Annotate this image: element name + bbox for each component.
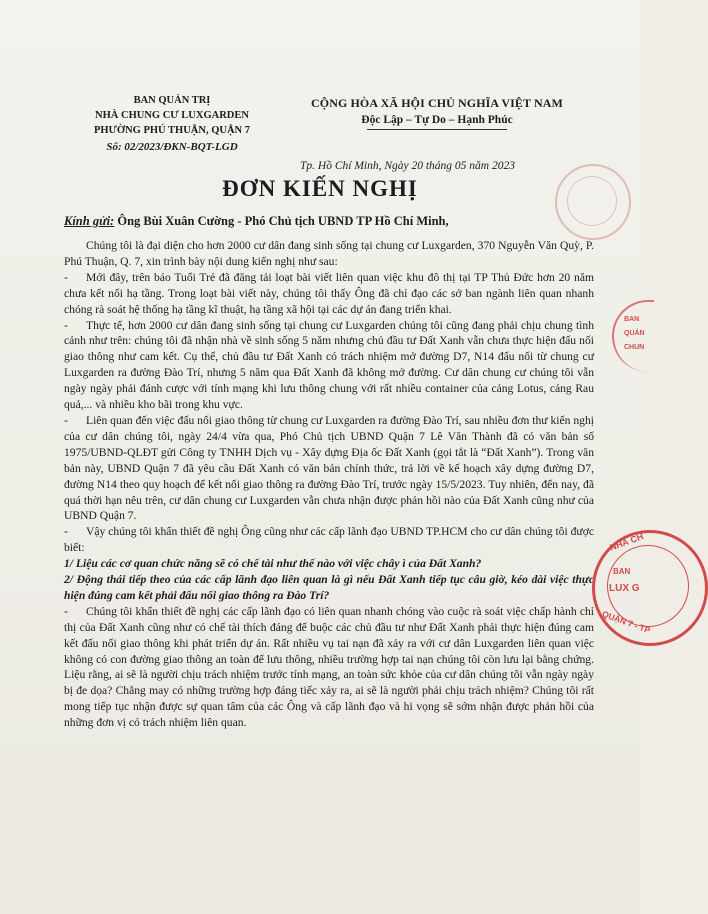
paragraph-3-text: Liên quan đến việc đấu nối giao thông từ chung cư Luxgarden ra đường Đào Trí, sau nhiều đơn thư kiến nghị của cư dân chúng tôi, ngày 24/4 vừa qua, Phó Chủ tịch UBND Quận 7 Lê Văn Thành đã có văn bản số 1975/UBND-QLĐT gửi Công ty TNHH Dịch vụ - Xây dựng Địa ốc Đất Xanh (gọi tắt là “Đất Xanh”). Trong văn bản này, UBND Quận 7 đã yêu cầu Đất Xanh có văn bản chính thức, trả lời về kế hoạch xây dựng đường D7, đường N14 theo quy hoạch để kết nối giao thông ra đường Đào Trí, trước ngày 15/5/2023. Tuy nhiên, đến nay, đã quá thời hạn nêu trên, cư dân chung cư Luxgarden vẫn chưa nhận được phản hồi nào của Đất Xanh cũng như của UBND Quận 7. <box>64 413 594 523</box>
republic-motto: Độc Lập – Tự Do – Hạnh Phúc <box>361 114 513 126</box>
paragraph-2-text: Thực tế, hơn 2000 cư dân đang sinh sống tại chung cư Luxgarden chúng tôi cũng đang phải chịu chung tình cảnh như trên: chúng tôi đã nhận nhà về sinh sống 5 năm nhưng chủ đầu tư Đất Xanh vẫn chưa thực hiện đấu nối giao thông như cam kết. Cụ thể, chủ đầu tư Đất Xanh có trách nhiệm mở đường D7, N14 đấu nối từ chung cư Luxgarden ra đường Đào Trí, nhưng 5 năm qua Đất Xanh đã không mở đường. Cư dân chung cư chúng tôi vẫn ngày ngày phải đánh cược với tính mạng khi lưu thông chung với rất nhiều container của cảng Lotus, cảng Rau quả,... và nhiều kho bãi trong khu vực. <box>64 318 594 412</box>
stamp-mid-2: LUX G <box>609 583 640 594</box>
stamp-arc-top: NHÀ CH <box>608 531 645 553</box>
recipient-label: Kính gửi: <box>64 214 115 228</box>
sender-line-1: BAN QUẢN TRỊ <box>133 95 211 106</box>
paragraph-1-text: Mới đây, trên báo Tuổi Trẻ đã đăng tải loạt bài viết liên quan việc khu đô thị tại TP Thủ Đức hơn 20 năm chưa kết nối hạ tầng. Trong loạt bài viết này, chúng tôi thấy Ông đã chỉ đạo các sở ban ngành liên quan nhanh chóng rà soát hệ thống hạ tầng kĩ thuật, hạ tầng xã hội tại các dự án đang triển khai. <box>64 270 594 316</box>
republic-header <box>282 96 592 130</box>
document-number: Số: 02/2023/ĐKN-BQT-LGD <box>106 141 238 153</box>
stamp-arc-bottom: QUẬN 7 - TP <box>600 608 652 636</box>
red-seal-stamp <box>592 530 708 646</box>
question-1: 1/ Liệu các cơ quan chức năng sẽ có chế tài như thế nào với việc chây ì của Đất Xanh? <box>64 557 482 571</box>
recipient-line <box>64 214 449 229</box>
document-body <box>64 238 594 731</box>
sender-line-3: PHƯỜNG PHÚ THUẬN, QUẬN 7 <box>93 125 251 136</box>
sender-line-2: NHÀ CHUNG CƯ LUXGARDEN <box>95 110 249 121</box>
stamp-mid-1: BAN <box>613 567 631 576</box>
republic-name: CỘNG HÒA XÃ HỘI CHỦ NGHĨA VIỆT NAM <box>311 96 563 110</box>
paragraph-5: - Chúng tôi khẩn thiết đề nghị các cấp lãnh đạo có liên quan nhanh chóng vào cuộc rà soát việc chấp hành chỉ thị của Đất Xanh cũng như có chế tài thích đáng để buộc các chủ đầu tư như Đất Xanh phải thực hiện đúng cam kết đấu nối giao thông khi phát triển dự án. Rất nhiều vụ tai nạn đã xảy ra với cư dân Luxgarden liên quan việc không có con đường giao thông an toàn để lưu thông, nhiều trường hợp tai nạn chúng tôi còn lưu lại bằng chứng. Liệu rằng, ai sẽ là người chịu trách nhiệm trước tính mạng, an toàn sức khỏe của cư dân chúng tôi vẫn ngày ngày bị đe dọa? Chẳng may có những trường hợp đáng tiếc xảy ra, ai sẽ là người phải chịu trách nhiệm? Chúng tôi rất mong tiếp tục nhận được sự quan tâm của các Ông và cấp lãnh đạo và hi vọng sẽ sớm nhận được phản hồi của những đơn vị có trách nhiệm liên quan. <box>64 604 594 730</box>
place-date: Tp. Hồ Chí Minh, Ngày 20 tháng 05 năm 2023 <box>300 160 515 172</box>
paragraph-5-text: Chúng tôi khẩn thiết đề nghị các cấp lãnh đạo có liên quan nhanh chóng vào cuộc rà soát việc chấp hành chỉ thị của Đất Xanh cũng như có chế tài thích đáng để buộc các chủ đầu tư như Đất Xanh phải thực hiện đúng cam kết đấu nối giao thông khi phát triển dự án. Rất nhiều vụ tai nạn đã xảy ra với cư dân Luxgarden liên quan việc không có con đường giao thông an toàn để lưu thông, nhiều trường hợp tai nạn chúng tôi còn lưu lại bằng chứng. Liệu rằng, ai sẽ là người chịu trách nhiệm trước tính mạng, an toàn sức khỏe của cư dân chúng tôi vẫn ngày ngày bị đe dọa? Chẳng may có những trường hợp đáng tiếc xảy ra, ai sẽ là người phải chịu trách nhiệm? Chúng tôi rất mong tiếp tục nhận được sự quan tâm của các Ông và cấp lãnh đạo và hi vọng sẽ sớm nhận được phản hồi của những đơn vị có trách nhiệm liên quan. <box>64 604 594 730</box>
paragraph-4-text: Vậy chúng tôi khẩn thiết đề nghị Ông cũng như các cấp lãnh đạo UBND TP.HCM cho cư dân chúng tôi được biết: <box>64 525 594 555</box>
partial-red-stamp-top: BAN QUẢN CHUN <box>612 300 654 372</box>
paragraph-4: - Vậy chúng tôi khẩn thiết đề nghị Ông cũng như các cấp lãnh đạo UBND TP.HCM cho cư dân chúng tôi được biết: <box>64 525 594 555</box>
recipient-name: Ông Bùi Xuân Cường - Phó Chủ tịch UBND TP Hồ Chí Minh, <box>117 214 449 228</box>
document-title: ĐƠN KIẾN NGHỊ <box>222 176 418 201</box>
paragraph-intro: Chúng tôi là đại diện cho hơn 2000 cư dân đang sinh sống tại chung cư Luxgarden, 370 Nguyễn Văn Quỳ, P. Phú Thuận, Q. 7, xin trình bày nội dung kiến nghị như sau: <box>64 239 594 268</box>
paragraph-1: - Mới đây, trên báo Tuổi Trẻ đã đăng tải loạt bài viết liên quan việc khu đô thị tại TP Thủ Đức hơn 20 năm chưa kết nối hạ tầng. Trong loạt bài viết này, chúng tôi thấy Ông đã chỉ đạo các sở ban ngành liên quan nhanh chóng rà soát hệ thống hạ tầng kĩ thuật, hạ tầng xã hội tại các dự án đang triển khai. <box>64 270 594 316</box>
motto-underline <box>367 129 507 130</box>
sender-header <box>62 93 282 155</box>
paragraph-3: - Liên quan đến việc đấu nối giao thông từ chung cư Luxgarden ra đường Đào Trí, sau nhiều đơn thư kiến nghị của cư dân chúng tôi, ngày 24/4 vừa qua, Phó Chủ tịch UBND Quận 7 Lê Văn Thành đã có văn bản số 1975/UBND-QLĐT gửi Công ty TNHH Dịch vụ - Xây dựng Địa ốc Đất Xanh (gọi tắt là “Đất Xanh”). Trong văn bản này, UBND Quận 7 đã yêu cầu Đất Xanh có văn bản chính thức, trả lời về kế hoạch xây dựng đường D7, đường N14 theo quy hoạch để kết nối giao thông ra đường Đào Trí, trước ngày 15/5/2023. Tuy nhiên, đến nay, đã quá thời hạn nêu trên, cư dân chung cư Luxgarden vẫn chưa nhận được phản hồi nào của Đất Xanh cũng như của UBND Quận 7. <box>64 413 594 523</box>
paragraph-2: - Thực tế, hơn 2000 cư dân đang sinh sống tại chung cư Luxgarden chúng tôi cũng đang phải chịu chung tình cảnh như trên: chúng tôi đã nhận nhà về sinh sống 5 năm nhưng chủ đầu tư Đất Xanh vẫn chưa thực hiện đấu nối giao thông như cam kết. Cụ thể, chủ đầu tư Đất Xanh có trách nhiệm mở đường D7, N14 đấu nối từ chung cư Luxgarden ra đường Đào Trí, nhưng 5 năm qua Đất Xanh đã không mở đường. Cư dân chung cư chúng tôi vẫn ngày ngày phải đánh cược với tính mạng khi lưu thông chung với rất nhiều container của cảng Lotus, cảng Rau quả,... và nhiều kho bãi trong khu vực. <box>64 318 594 412</box>
question-2: 2/ Động thái tiếp theo của các cấp lãnh đạo liên quan là gì nếu Đất Xanh tiếp tục câu giờ, kéo dài việc thực hiện đúng cam kết phải đấu nối giao thông ra Đào Trí? <box>64 573 594 602</box>
